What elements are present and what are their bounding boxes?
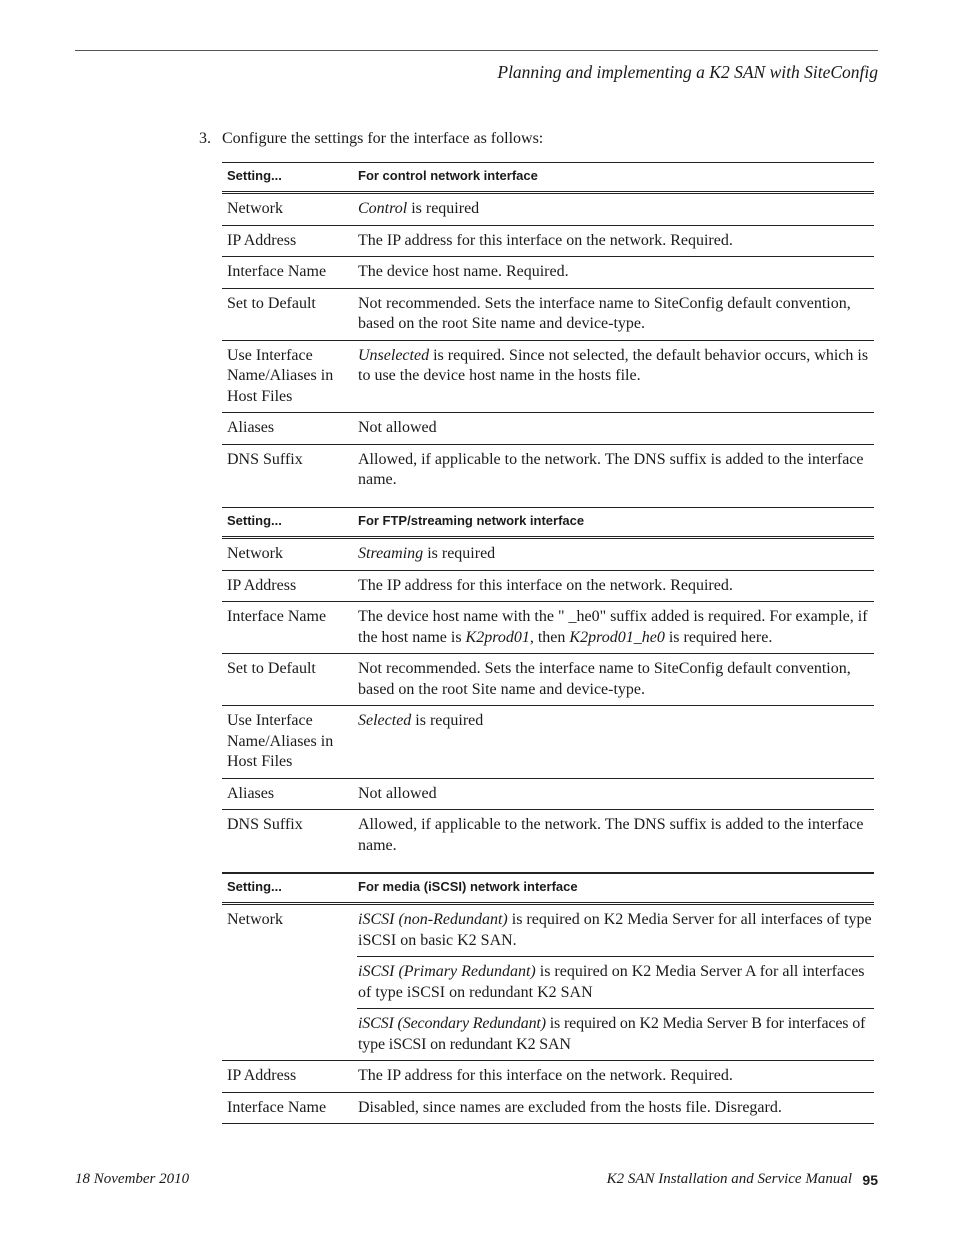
value-cell: Not allowed xyxy=(358,419,437,436)
control-settings-table xyxy=(222,162,874,508)
value-cell: The IP address for this interface on the network. Required. xyxy=(358,1067,733,1084)
header-interface: For media (iSCSI) network interface xyxy=(358,879,578,894)
network-option-secondary-redundant: iSCSI (Secondary Redundant) is required on K2 Media Server B for interfaces of type iSCSI on redundant K2 SAN xyxy=(358,1015,866,1053)
table-row xyxy=(222,445,874,508)
header-interface: For FTP/streaming network interface xyxy=(358,513,585,528)
table-row xyxy=(222,194,874,226)
value-cell: Not allowed xyxy=(358,784,437,802)
table-row xyxy=(222,654,874,706)
setting-cell: Interface Name xyxy=(227,263,327,280)
setting-cell: IP Address xyxy=(227,1067,297,1084)
setting-cell: Set to Default xyxy=(227,294,316,312)
table-row xyxy=(222,226,874,258)
setting-cell: Network xyxy=(227,911,283,928)
header-setting: Setting... xyxy=(227,513,282,528)
setting-cell: Use Interface Name/Aliases in Host Files xyxy=(227,346,334,405)
value-cell: Selected is required xyxy=(358,712,484,729)
table-header xyxy=(222,873,874,905)
table-row xyxy=(222,810,874,873)
table-row xyxy=(222,779,874,811)
setting-cell: Aliases xyxy=(227,419,275,436)
setting-cell: Interface Name xyxy=(227,608,327,625)
network-option-primary-redundant: iSCSI (Primary Redundant) is required on K2 Media Server A for all interfaces of type iSCSI on redundant K2 SAN xyxy=(357,957,874,1009)
value-cell: The device host name. Required. xyxy=(358,263,569,280)
table-row xyxy=(222,1093,874,1125)
setting-cell: IP Address xyxy=(227,231,297,249)
header-rule xyxy=(75,50,878,51)
header-setting: Setting... xyxy=(227,879,282,894)
footer-manual-title: K2 SAN Installation and Service Manual xyxy=(606,1171,852,1187)
table-row xyxy=(222,602,874,654)
setting-cell: Network xyxy=(227,545,283,562)
table-row xyxy=(222,1061,874,1093)
header-setting: Setting... xyxy=(227,168,282,183)
setting-cell: Use Interface Name/Aliases in Host Files xyxy=(227,712,334,770)
value-cell: Unselected is required. Since not selected, the default behavior occurs, which is to use the device host name in the hosts file. xyxy=(358,346,869,384)
table-row xyxy=(222,413,874,445)
table-row xyxy=(222,905,874,1061)
value-cell: Control is required xyxy=(358,200,480,217)
table-header xyxy=(222,162,874,194)
setting-cell: Interface Name xyxy=(227,1098,327,1116)
table-row xyxy=(222,706,874,779)
step-instruction xyxy=(199,130,543,148)
value-cell: Allowed, if applicable to the network. The DNS suffix is added to the interface name. xyxy=(358,816,864,854)
setting-cell: IP Address xyxy=(227,576,297,594)
table-row xyxy=(222,571,874,603)
value-cell: The IP address for this interface on the network. Required. xyxy=(358,231,733,249)
ftp-streaming-settings-table xyxy=(222,507,874,873)
setting-cell: DNS Suffix xyxy=(227,816,303,833)
running-header: Planning and implementing a K2 SAN with SiteConfig xyxy=(497,62,878,82)
table-row xyxy=(222,289,874,341)
media-iscsi-settings-table xyxy=(222,873,874,1124)
value-cell: Disabled, since names are excluded from the hosts file. Disregard. xyxy=(358,1098,782,1116)
value-cell: Not recommended. Sets the interface name to SiteConfig default convention, based on the root Site name and device-type. xyxy=(358,294,851,332)
setting-cell: Aliases xyxy=(227,784,275,802)
network-option-non-redundant: iSCSI (non-Redundant) is required on K2 Media Server for all interfaces of type iSCSI on basic K2 SAN. xyxy=(357,905,874,957)
setting-cell: Set to Default xyxy=(227,660,316,677)
header-interface: For control network interface xyxy=(358,168,538,183)
network-options xyxy=(357,905,874,1060)
table-row xyxy=(222,341,874,414)
step-text: Configure the settings for the interface as follows: xyxy=(222,130,544,147)
value-cell: Not recommended. Sets the interface name to SiteConfig default convention, based on the root Site name and device-type. xyxy=(358,660,851,698)
table-row xyxy=(222,539,874,571)
value-cell: The IP address for this interface on the network. Required. xyxy=(358,576,733,594)
value-cell: The device host name with the " _he0" suffix added is required. For example, if the host name is K2prod01, then K2prod01_he0 is required here. xyxy=(358,608,868,646)
setting-cell: Network xyxy=(227,200,283,217)
setting-cell: DNS Suffix xyxy=(227,450,303,468)
page-number: 95 xyxy=(862,1172,878,1188)
value-cell: Streaming is required xyxy=(358,545,496,562)
footer-date: 18 November 2010 xyxy=(75,1171,190,1187)
step-number: 3. xyxy=(199,130,211,147)
value-cell: Allowed, if applicable to the network. The DNS suffix is added to the interface name. xyxy=(358,450,864,488)
table-header xyxy=(222,507,874,539)
table-row xyxy=(222,257,874,289)
